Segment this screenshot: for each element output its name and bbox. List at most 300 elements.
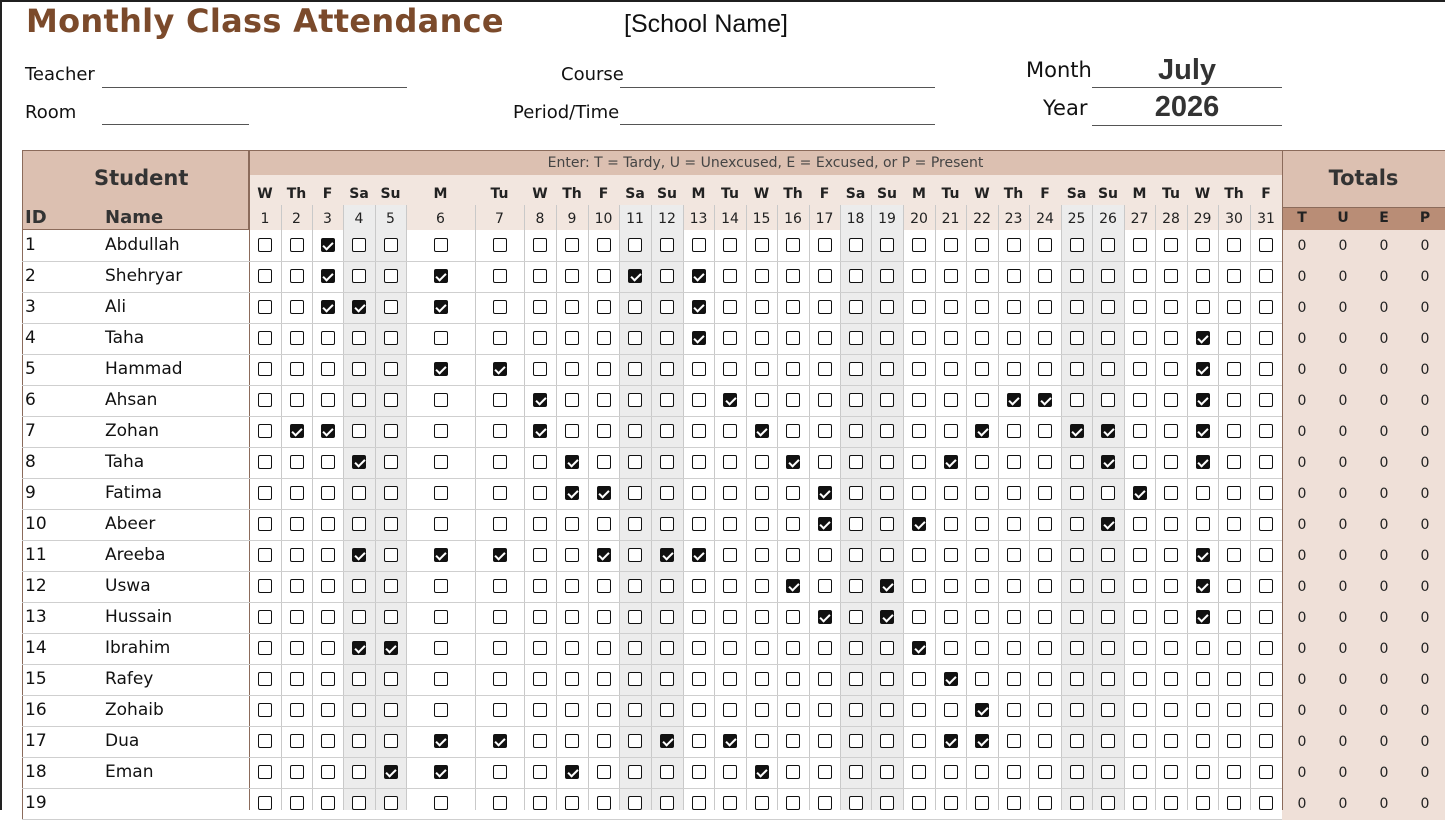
attendance-checkbox[interactable] xyxy=(1259,672,1273,686)
attendance-checkbox[interactable] xyxy=(533,641,547,655)
attendance-checkbox[interactable] xyxy=(533,610,547,624)
attendance-checkbox[interactable] xyxy=(849,486,863,500)
attendance-checkbox[interactable] xyxy=(1038,393,1052,407)
attendance-checkbox[interactable] xyxy=(944,269,958,283)
attendance-checkbox[interactable] xyxy=(1196,548,1210,562)
attendance-checkbox[interactable] xyxy=(723,548,737,562)
attendance-checkbox[interactable] xyxy=(565,393,579,407)
attendance-checkbox[interactable] xyxy=(434,486,448,500)
attendance-checkbox[interactable] xyxy=(1164,641,1178,655)
attendance-checkbox[interactable] xyxy=(258,424,272,438)
attendance-checkbox[interactable] xyxy=(723,331,737,345)
attendance-checkbox[interactable] xyxy=(1070,455,1084,469)
attendance-checkbox[interactable] xyxy=(533,393,547,407)
attendance-checkbox[interactable] xyxy=(597,238,611,252)
attendance-checkbox[interactable] xyxy=(290,393,304,407)
attendance-checkbox[interactable] xyxy=(1227,269,1241,283)
attendance-checkbox[interactable] xyxy=(849,703,863,717)
attendance-checkbox[interactable] xyxy=(565,765,579,779)
attendance-checkbox[interactable] xyxy=(944,610,958,624)
attendance-checkbox[interactable] xyxy=(1164,331,1178,345)
attendance-checkbox[interactable] xyxy=(597,331,611,345)
attendance-checkbox[interactable] xyxy=(352,362,366,376)
attendance-checkbox[interactable] xyxy=(1133,393,1147,407)
attendance-checkbox[interactable] xyxy=(493,362,507,376)
attendance-checkbox[interactable] xyxy=(290,734,304,748)
attendance-checkbox[interactable] xyxy=(533,579,547,593)
attendance-checkbox[interactable] xyxy=(692,393,706,407)
attendance-checkbox[interactable] xyxy=(849,734,863,748)
attendance-checkbox[interactable] xyxy=(912,734,926,748)
attendance-checkbox[interactable] xyxy=(493,455,507,469)
attendance-checkbox[interactable] xyxy=(786,331,800,345)
attendance-checkbox[interactable] xyxy=(1070,765,1084,779)
attendance-checkbox[interactable] xyxy=(258,486,272,500)
attendance-checkbox[interactable] xyxy=(493,548,507,562)
attendance-checkbox[interactable] xyxy=(290,486,304,500)
attendance-checkbox[interactable] xyxy=(628,765,642,779)
attendance-checkbox[interactable] xyxy=(1070,548,1084,562)
attendance-checkbox[interactable] xyxy=(352,610,366,624)
attendance-checkbox[interactable] xyxy=(1007,269,1021,283)
attendance-checkbox[interactable] xyxy=(321,703,335,717)
attendance-checkbox[interactable] xyxy=(434,734,448,748)
attendance-checkbox[interactable] xyxy=(321,610,335,624)
attendance-checkbox[interactable] xyxy=(1227,641,1241,655)
attendance-checkbox[interactable] xyxy=(533,424,547,438)
attendance-checkbox[interactable] xyxy=(533,300,547,314)
attendance-checkbox[interactable] xyxy=(258,796,272,810)
attendance-checkbox[interactable] xyxy=(597,269,611,283)
attendance-checkbox[interactable] xyxy=(1038,238,1052,252)
attendance-checkbox[interactable] xyxy=(880,517,894,531)
attendance-checkbox[interactable] xyxy=(321,393,335,407)
attendance-checkbox[interactable] xyxy=(1133,269,1147,283)
attendance-checkbox[interactable] xyxy=(786,517,800,531)
attendance-checkbox[interactable] xyxy=(692,641,706,655)
attendance-checkbox[interactable] xyxy=(818,393,832,407)
attendance-checkbox[interactable] xyxy=(786,703,800,717)
attendance-checkbox[interactable] xyxy=(975,393,989,407)
attendance-checkbox[interactable] xyxy=(1038,486,1052,500)
attendance-checkbox[interactable] xyxy=(533,796,547,810)
attendance-checkbox[interactable] xyxy=(1101,579,1115,593)
attendance-checkbox[interactable] xyxy=(723,486,737,500)
attendance-checkbox[interactable] xyxy=(1133,641,1147,655)
attendance-checkbox[interactable] xyxy=(533,331,547,345)
attendance-checkbox[interactable] xyxy=(434,765,448,779)
attendance-checkbox[interactable] xyxy=(1007,424,1021,438)
attendance-checkbox[interactable] xyxy=(384,486,398,500)
attendance-checkbox[interactable] xyxy=(660,672,674,686)
attendance-checkbox[interactable] xyxy=(660,734,674,748)
attendance-checkbox[interactable] xyxy=(1101,610,1115,624)
attendance-checkbox[interactable] xyxy=(755,238,769,252)
attendance-checkbox[interactable] xyxy=(692,548,706,562)
attendance-checkbox[interactable] xyxy=(786,765,800,779)
attendance-checkbox[interactable] xyxy=(384,734,398,748)
attendance-checkbox[interactable] xyxy=(975,765,989,779)
attendance-checkbox[interactable] xyxy=(1038,796,1052,810)
attendance-checkbox[interactable] xyxy=(1196,641,1210,655)
attendance-checkbox[interactable] xyxy=(1196,455,1210,469)
attendance-checkbox[interactable] xyxy=(533,486,547,500)
attendance-checkbox[interactable] xyxy=(1227,610,1241,624)
attendance-checkbox[interactable] xyxy=(944,734,958,748)
attendance-checkbox[interactable] xyxy=(384,238,398,252)
attendance-checkbox[interactable] xyxy=(434,703,448,717)
attendance-checkbox[interactable] xyxy=(1101,765,1115,779)
attendance-checkbox[interactable] xyxy=(1070,796,1084,810)
attendance-checkbox[interactable] xyxy=(1196,331,1210,345)
attendance-checkbox[interactable] xyxy=(321,672,335,686)
attendance-checkbox[interactable] xyxy=(1007,238,1021,252)
attendance-checkbox[interactable] xyxy=(1164,424,1178,438)
attendance-checkbox[interactable] xyxy=(1101,455,1115,469)
attendance-checkbox[interactable] xyxy=(258,765,272,779)
attendance-checkbox[interactable] xyxy=(1038,579,1052,593)
attendance-checkbox[interactable] xyxy=(258,548,272,562)
attendance-checkbox[interactable] xyxy=(975,672,989,686)
attendance-checkbox[interactable] xyxy=(818,331,832,345)
attendance-checkbox[interactable] xyxy=(565,796,579,810)
attendance-checkbox[interactable] xyxy=(565,486,579,500)
attendance-checkbox[interactable] xyxy=(880,424,894,438)
attendance-checkbox[interactable] xyxy=(1101,424,1115,438)
attendance-checkbox[interactable] xyxy=(384,703,398,717)
attendance-checkbox[interactable] xyxy=(434,517,448,531)
period-field[interactable] xyxy=(620,124,935,125)
attendance-checkbox[interactable] xyxy=(755,424,769,438)
attendance-checkbox[interactable] xyxy=(628,300,642,314)
attendance-checkbox[interactable] xyxy=(1133,362,1147,376)
attendance-checkbox[interactable] xyxy=(1101,331,1115,345)
attendance-checkbox[interactable] xyxy=(660,393,674,407)
attendance-checkbox[interactable] xyxy=(258,300,272,314)
attendance-checkbox[interactable] xyxy=(880,703,894,717)
attendance-checkbox[interactable] xyxy=(912,300,926,314)
attendance-checkbox[interactable] xyxy=(849,579,863,593)
attendance-checkbox[interactable] xyxy=(818,300,832,314)
attendance-checkbox[interactable] xyxy=(565,610,579,624)
attendance-checkbox[interactable] xyxy=(818,734,832,748)
attendance-checkbox[interactable] xyxy=(290,300,304,314)
attendance-checkbox[interactable] xyxy=(628,269,642,283)
attendance-checkbox[interactable] xyxy=(849,610,863,624)
attendance-checkbox[interactable] xyxy=(352,517,366,531)
attendance-checkbox[interactable] xyxy=(1070,610,1084,624)
attendance-checkbox[interactable] xyxy=(290,579,304,593)
attendance-checkbox[interactable] xyxy=(493,300,507,314)
attendance-checkbox[interactable] xyxy=(628,796,642,810)
attendance-checkbox[interactable] xyxy=(1259,269,1273,283)
attendance-checkbox[interactable] xyxy=(880,796,894,810)
attendance-checkbox[interactable] xyxy=(1133,734,1147,748)
attendance-checkbox[interactable] xyxy=(1007,300,1021,314)
attendance-checkbox[interactable] xyxy=(660,796,674,810)
attendance-checkbox[interactable] xyxy=(1227,362,1241,376)
attendance-checkbox[interactable] xyxy=(975,486,989,500)
attendance-checkbox[interactable] xyxy=(975,517,989,531)
attendance-checkbox[interactable] xyxy=(1101,486,1115,500)
attendance-checkbox[interactable] xyxy=(628,672,642,686)
attendance-checkbox[interactable] xyxy=(818,548,832,562)
attendance-checkbox[interactable] xyxy=(1133,703,1147,717)
attendance-checkbox[interactable] xyxy=(1070,672,1084,686)
attendance-checkbox[interactable] xyxy=(1227,238,1241,252)
attendance-checkbox[interactable] xyxy=(493,424,507,438)
attendance-checkbox[interactable] xyxy=(493,393,507,407)
attendance-checkbox[interactable] xyxy=(880,486,894,500)
attendance-checkbox[interactable] xyxy=(321,269,335,283)
attendance-checkbox[interactable] xyxy=(723,393,737,407)
attendance-checkbox[interactable] xyxy=(1007,455,1021,469)
attendance-checkbox[interactable] xyxy=(944,393,958,407)
attendance-checkbox[interactable] xyxy=(565,579,579,593)
attendance-checkbox[interactable] xyxy=(786,734,800,748)
attendance-checkbox[interactable] xyxy=(628,238,642,252)
attendance-checkbox[interactable] xyxy=(628,424,642,438)
attendance-checkbox[interactable] xyxy=(1164,362,1178,376)
attendance-checkbox[interactable] xyxy=(786,424,800,438)
attendance-checkbox[interactable] xyxy=(818,765,832,779)
attendance-checkbox[interactable] xyxy=(1196,610,1210,624)
attendance-checkbox[interactable] xyxy=(1133,455,1147,469)
attendance-checkbox[interactable] xyxy=(1038,331,1052,345)
attendance-checkbox[interactable] xyxy=(975,331,989,345)
attendance-checkbox[interactable] xyxy=(1259,362,1273,376)
attendance-checkbox[interactable] xyxy=(692,424,706,438)
attendance-checkbox[interactable] xyxy=(975,455,989,469)
attendance-checkbox[interactable] xyxy=(352,424,366,438)
attendance-checkbox[interactable] xyxy=(849,300,863,314)
attendance-checkbox[interactable] xyxy=(755,455,769,469)
attendance-checkbox[interactable] xyxy=(723,672,737,686)
attendance-checkbox[interactable] xyxy=(321,331,335,345)
attendance-checkbox[interactable] xyxy=(1101,393,1115,407)
attendance-checkbox[interactable] xyxy=(533,734,547,748)
attendance-checkbox[interactable] xyxy=(1259,424,1273,438)
attendance-checkbox[interactable] xyxy=(321,641,335,655)
attendance-checkbox[interactable] xyxy=(1196,362,1210,376)
attendance-checkbox[interactable] xyxy=(692,734,706,748)
attendance-checkbox[interactable] xyxy=(1196,269,1210,283)
attendance-checkbox[interactable] xyxy=(1227,579,1241,593)
attendance-checkbox[interactable] xyxy=(565,362,579,376)
attendance-checkbox[interactable] xyxy=(975,238,989,252)
attendance-checkbox[interactable] xyxy=(755,796,769,810)
attendance-checkbox[interactable] xyxy=(565,703,579,717)
attendance-checkbox[interactable] xyxy=(1196,486,1210,500)
attendance-checkbox[interactable] xyxy=(493,765,507,779)
attendance-checkbox[interactable] xyxy=(565,331,579,345)
attendance-checkbox[interactable] xyxy=(1259,331,1273,345)
attendance-checkbox[interactable] xyxy=(1164,517,1178,531)
attendance-checkbox[interactable] xyxy=(1196,703,1210,717)
attendance-checkbox[interactable] xyxy=(975,734,989,748)
attendance-checkbox[interactable] xyxy=(533,238,547,252)
attendance-checkbox[interactable] xyxy=(880,672,894,686)
room-field[interactable] xyxy=(102,124,249,125)
attendance-checkbox[interactable] xyxy=(597,517,611,531)
attendance-checkbox[interactable] xyxy=(723,269,737,283)
attendance-checkbox[interactable] xyxy=(258,517,272,531)
attendance-checkbox[interactable] xyxy=(1227,486,1241,500)
attendance-checkbox[interactable] xyxy=(1101,548,1115,562)
attendance-checkbox[interactable] xyxy=(434,269,448,283)
attendance-checkbox[interactable] xyxy=(944,641,958,655)
attendance-checkbox[interactable] xyxy=(944,362,958,376)
attendance-checkbox[interactable] xyxy=(384,641,398,655)
course-field[interactable] xyxy=(620,87,935,88)
attendance-checkbox[interactable] xyxy=(352,238,366,252)
attendance-checkbox[interactable] xyxy=(1101,300,1115,314)
attendance-checkbox[interactable] xyxy=(849,238,863,252)
attendance-checkbox[interactable] xyxy=(1133,300,1147,314)
attendance-checkbox[interactable] xyxy=(849,362,863,376)
attendance-checkbox[interactable] xyxy=(1164,300,1178,314)
attendance-checkbox[interactable] xyxy=(628,393,642,407)
attendance-checkbox[interactable] xyxy=(290,424,304,438)
attendance-checkbox[interactable] xyxy=(1007,517,1021,531)
attendance-checkbox[interactable] xyxy=(786,300,800,314)
attendance-checkbox[interactable] xyxy=(723,703,737,717)
attendance-checkbox[interactable] xyxy=(849,331,863,345)
attendance-checkbox[interactable] xyxy=(597,548,611,562)
attendance-checkbox[interactable] xyxy=(975,424,989,438)
attendance-checkbox[interactable] xyxy=(1196,796,1210,810)
school-name[interactable]: [School Name] xyxy=(624,10,788,38)
attendance-checkbox[interactable] xyxy=(975,269,989,283)
attendance-checkbox[interactable] xyxy=(944,548,958,562)
attendance-checkbox[interactable] xyxy=(755,548,769,562)
attendance-checkbox[interactable] xyxy=(352,393,366,407)
attendance-checkbox[interactable] xyxy=(1101,269,1115,283)
attendance-checkbox[interactable] xyxy=(786,269,800,283)
attendance-checkbox[interactable] xyxy=(692,300,706,314)
attendance-checkbox[interactable] xyxy=(352,331,366,345)
attendance-checkbox[interactable] xyxy=(1196,393,1210,407)
attendance-checkbox[interactable] xyxy=(786,672,800,686)
attendance-checkbox[interactable] xyxy=(1164,672,1178,686)
attendance-checkbox[interactable] xyxy=(258,641,272,655)
attendance-checkbox[interactable] xyxy=(786,579,800,593)
attendance-checkbox[interactable] xyxy=(692,362,706,376)
attendance-checkbox[interactable] xyxy=(755,393,769,407)
attendance-checkbox[interactable] xyxy=(258,579,272,593)
attendance-checkbox[interactable] xyxy=(660,548,674,562)
attendance-checkbox[interactable] xyxy=(849,548,863,562)
attendance-checkbox[interactable] xyxy=(290,362,304,376)
attendance-checkbox[interactable] xyxy=(1133,765,1147,779)
attendance-checkbox[interactable] xyxy=(786,455,800,469)
attendance-checkbox[interactable] xyxy=(944,796,958,810)
attendance-checkbox[interactable] xyxy=(880,579,894,593)
attendance-checkbox[interactable] xyxy=(290,672,304,686)
attendance-checkbox[interactable] xyxy=(975,362,989,376)
attendance-checkbox[interactable] xyxy=(384,796,398,810)
attendance-checkbox[interactable] xyxy=(1070,703,1084,717)
attendance-checkbox[interactable] xyxy=(880,734,894,748)
attendance-checkbox[interactable] xyxy=(723,579,737,593)
attendance-checkbox[interactable] xyxy=(1070,362,1084,376)
attendance-checkbox[interactable] xyxy=(692,238,706,252)
attendance-checkbox[interactable] xyxy=(1259,486,1273,500)
attendance-checkbox[interactable] xyxy=(1196,734,1210,748)
attendance-checkbox[interactable] xyxy=(1227,517,1241,531)
attendance-checkbox[interactable] xyxy=(1133,672,1147,686)
attendance-checkbox[interactable] xyxy=(1259,455,1273,469)
attendance-checkbox[interactable] xyxy=(1164,548,1178,562)
attendance-checkbox[interactable] xyxy=(493,734,507,748)
attendance-checkbox[interactable] xyxy=(723,238,737,252)
attendance-checkbox[interactable] xyxy=(1038,765,1052,779)
month-value[interactable]: July xyxy=(1157,54,1217,86)
attendance-checkbox[interactable] xyxy=(384,362,398,376)
attendance-checkbox[interactable] xyxy=(1070,486,1084,500)
attendance-checkbox[interactable] xyxy=(755,300,769,314)
attendance-checkbox[interactable] xyxy=(1196,300,1210,314)
attendance-checkbox[interactable] xyxy=(786,610,800,624)
attendance-checkbox[interactable] xyxy=(786,486,800,500)
attendance-checkbox[interactable] xyxy=(912,610,926,624)
attendance-checkbox[interactable] xyxy=(660,579,674,593)
attendance-checkbox[interactable] xyxy=(975,579,989,593)
attendance-checkbox[interactable] xyxy=(1101,796,1115,810)
attendance-checkbox[interactable] xyxy=(975,641,989,655)
attendance-checkbox[interactable] xyxy=(321,238,335,252)
attendance-checkbox[interactable] xyxy=(290,517,304,531)
attendance-checkbox[interactable] xyxy=(533,362,547,376)
attendance-checkbox[interactable] xyxy=(321,765,335,779)
attendance-checkbox[interactable] xyxy=(434,672,448,686)
attendance-checkbox[interactable] xyxy=(723,796,737,810)
attendance-checkbox[interactable] xyxy=(880,455,894,469)
attendance-checkbox[interactable] xyxy=(352,486,366,500)
attendance-checkbox[interactable] xyxy=(912,517,926,531)
attendance-checkbox[interactable] xyxy=(723,424,737,438)
attendance-checkbox[interactable] xyxy=(1133,517,1147,531)
attendance-checkbox[interactable] xyxy=(1007,641,1021,655)
attendance-checkbox[interactable] xyxy=(493,796,507,810)
attendance-checkbox[interactable] xyxy=(493,672,507,686)
attendance-checkbox[interactable] xyxy=(755,579,769,593)
attendance-checkbox[interactable] xyxy=(1259,796,1273,810)
attendance-checkbox[interactable] xyxy=(1227,548,1241,562)
year-value[interactable]: 2026 xyxy=(1154,91,1220,123)
attendance-checkbox[interactable] xyxy=(565,548,579,562)
attendance-checkbox[interactable] xyxy=(912,703,926,717)
attendance-checkbox[interactable] xyxy=(1133,610,1147,624)
attendance-checkbox[interactable] xyxy=(1101,734,1115,748)
attendance-checkbox[interactable] xyxy=(723,517,737,531)
attendance-checkbox[interactable] xyxy=(493,331,507,345)
attendance-checkbox[interactable] xyxy=(1164,393,1178,407)
attendance-checkbox[interactable] xyxy=(755,269,769,283)
attendance-checkbox[interactable] xyxy=(880,238,894,252)
attendance-checkbox[interactable] xyxy=(1038,424,1052,438)
attendance-checkbox[interactable] xyxy=(912,424,926,438)
attendance-checkbox[interactable] xyxy=(533,765,547,779)
attendance-checkbox[interactable] xyxy=(628,362,642,376)
attendance-checkbox[interactable] xyxy=(597,455,611,469)
attendance-checkbox[interactable] xyxy=(880,300,894,314)
attendance-checkbox[interactable] xyxy=(1164,455,1178,469)
attendance-checkbox[interactable] xyxy=(944,672,958,686)
attendance-checkbox[interactable] xyxy=(944,331,958,345)
attendance-checkbox[interactable] xyxy=(786,548,800,562)
attendance-checkbox[interactable] xyxy=(1133,548,1147,562)
